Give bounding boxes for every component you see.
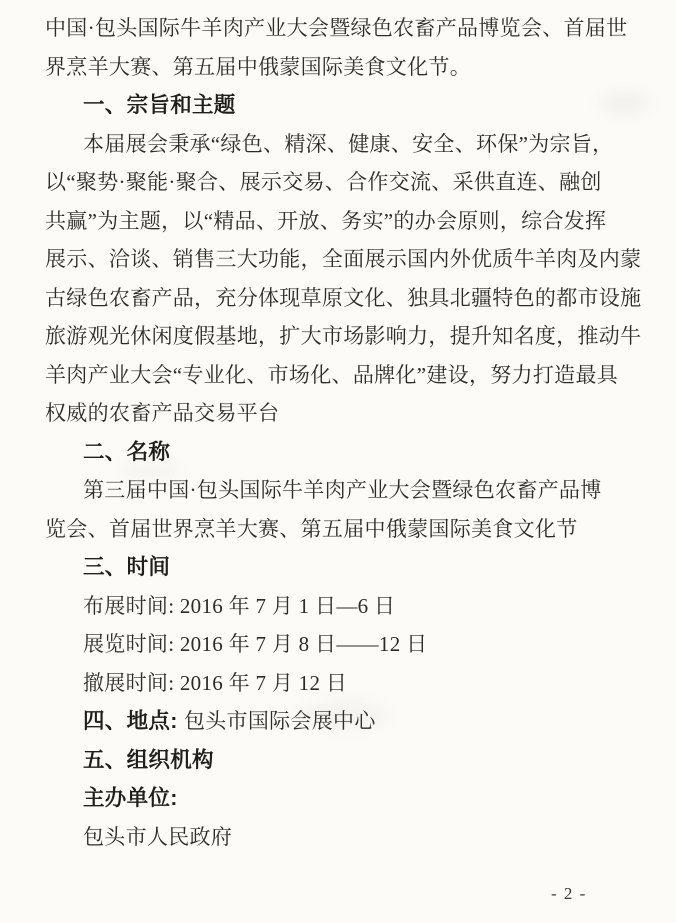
body-text: 第三届中国·包头国际牛羊肉产业大会暨绿色农畜产品博 [83, 478, 602, 502]
page-number-label: - 2 - [551, 884, 587, 903]
text-line [45, 741, 656, 780]
text-line [45, 163, 656, 202]
heading-text: 三、时间 [83, 555, 171, 579]
body-text: 览会、首届世界烹羊大赛、第五届中俄蒙国际美食文化节 [45, 516, 578, 541]
body-text: 展览时间: 2016 年 7 月 8 日——12 日 [83, 632, 428, 656]
body-text: 展示、洽谈、销售三大功能，全面展示国内外优质牛羊肉及内蒙 [45, 247, 642, 271]
text-line [45, 356, 656, 395]
body-text: 界烹羊大赛、第五届中俄蒙国际美食文化节。 [45, 54, 471, 79]
body-text: 中国·包头国际牛羊肉产业大会暨绿色农畜产品博览会、首届世 [45, 16, 628, 40]
heading-text: 一、宗旨和主题 [83, 93, 236, 117]
text-line [45, 664, 656, 703]
heading-text: 五、组织机构 [83, 747, 214, 772]
text-line [45, 471, 656, 510]
text-line [45, 702, 656, 741]
document-text-block [45, 9, 656, 856]
body-text: 旅游观光休闲度假基地，扩大市场影响力，提升知名度，推动牛 [45, 324, 642, 348]
text-line [45, 394, 656, 433]
text-line [45, 125, 656, 164]
body-text: 羊肉产业大会“专业化、市场化、品牌化”建设，努力打造最具 [45, 362, 619, 387]
body-text: 权威的农畜产品交易平台 [45, 401, 280, 425]
body-text: 本届展会秉承“绿色、精深、健康、安全、环保”为宗旨， [83, 131, 614, 156]
heading-text: 二、名称 [83, 439, 171, 464]
text-line [45, 279, 656, 318]
text-line [45, 433, 656, 472]
text-line [45, 317, 656, 356]
body-text: 包头市人民政府 [83, 824, 233, 849]
text-line [45, 202, 656, 241]
text-line [45, 9, 656, 48]
text-line [45, 510, 656, 549]
body-text: 包头市国际会展中心 [183, 709, 376, 733]
body-text: 布展时间: 2016 年 7 月 1 日—6 日 [83, 593, 396, 618]
body-text: 以“聚势·聚能·聚合、展示交易、合作交流、采供直连、融创 [45, 170, 602, 194]
text-line [45, 240, 656, 279]
text-line [45, 48, 656, 87]
heading-text: 主办单位: [83, 786, 178, 810]
body-text: 撤展时间: 2016 年 7 月 12 日 [83, 670, 348, 695]
heading-text: 四、地点: [83, 709, 184, 733]
text-line [45, 587, 656, 626]
body-text: 共赢”为主题，以“精品、开放、务实”的办会原则，综合发挥 [45, 208, 607, 233]
text-line [45, 548, 656, 587]
body-text: 古绿色农畜产品，充分体现草原文化、独具北疆特色的都市设施 [45, 285, 642, 310]
text-line [45, 779, 656, 818]
text-line [45, 86, 656, 125]
text-line [45, 818, 656, 857]
text-line [45, 625, 656, 664]
